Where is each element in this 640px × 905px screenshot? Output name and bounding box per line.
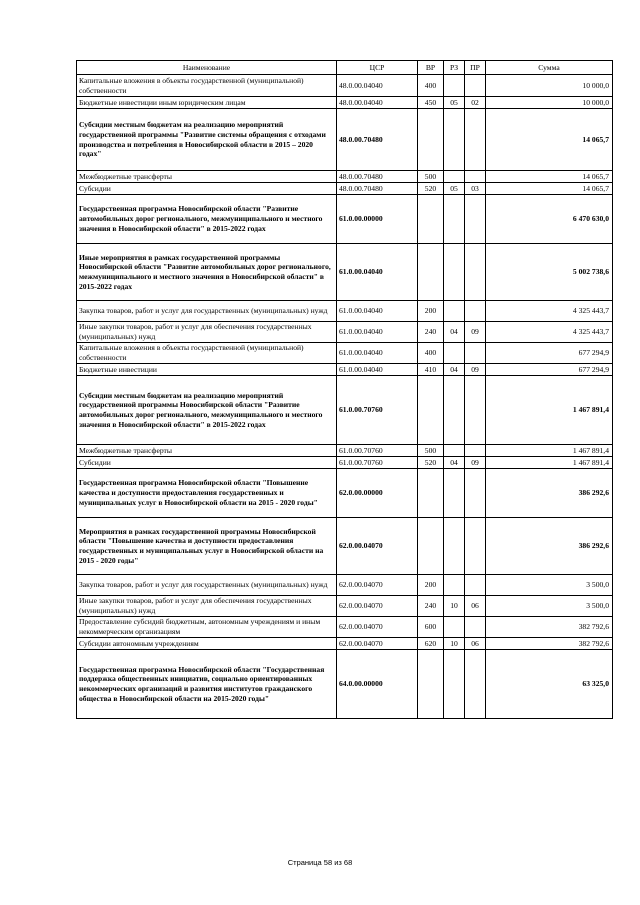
cell-name: Межбюджетные трансферты	[77, 445, 337, 457]
table-row	[77, 195, 613, 244]
cell-rz: 04	[444, 364, 465, 376]
cell-rz	[444, 575, 465, 596]
cell-csr: 64.0.00.00000	[337, 650, 418, 719]
cell-name: Субсидии	[77, 457, 337, 469]
budget-table	[76, 60, 613, 719]
cell-vr: 400	[418, 343, 444, 364]
cell-csr: 62.0.00.04070	[337, 596, 418, 617]
cell-vr	[418, 469, 444, 518]
cell-name: Мероприятия в рамках государственной программы Новосибирской области "Повышение качества и доступности предоставления государственных и муниципальных услуг в Новосибирской области на 2015 - 2020 годы"	[77, 518, 337, 575]
cell-name: Субсидии местным бюджетам на реализацию мероприятий государственной программы Новосибирской области "Развитие автомобильных дорог регионального, межмуниципального и местного значения в Новосибирской области" в 2015-2022 годах	[77, 376, 337, 445]
cell-csr: 61.0.00.04040	[337, 301, 418, 322]
cell-sum: 382 792,6	[486, 617, 613, 638]
cell-sum: 1 467 891,4	[486, 457, 613, 469]
table-row	[77, 638, 613, 650]
cell-sum: 4 325 443,7	[486, 322, 613, 343]
table-row	[77, 183, 613, 195]
cell-pr: 02	[465, 97, 486, 109]
cell-vr: 500	[418, 171, 444, 183]
table-row	[77, 575, 613, 596]
cell-csr: 61.0.00.00000	[337, 195, 418, 244]
table-row	[77, 75, 613, 97]
cell-rz	[444, 171, 465, 183]
cell-sum: 4 325 443,7	[486, 301, 613, 322]
cell-pr	[465, 518, 486, 575]
cell-rz	[444, 109, 465, 171]
header-csr: ЦСР	[337, 61, 418, 75]
cell-pr: 03	[465, 183, 486, 195]
cell-name: Капитальные вложения в объекты государственной (муниципальной) собственности	[77, 343, 337, 364]
cell-sum: 5 002 738,6	[486, 244, 613, 301]
cell-pr	[465, 617, 486, 638]
cell-rz	[444, 75, 465, 97]
cell-csr: 61.0.00.04040	[337, 364, 418, 376]
cell-csr: 48.0.00.70480	[337, 109, 418, 171]
cell-pr	[465, 445, 486, 457]
cell-sum: 386 292,6	[486, 518, 613, 575]
cell-csr: 62.0.00.04070	[337, 518, 418, 575]
cell-name: Иные закупки товаров, работ и услуг для обеспечения государственных (муниципальных) нужд	[77, 596, 337, 617]
cell-sum: 14 065,7	[486, 109, 613, 171]
table-row	[77, 322, 613, 343]
cell-pr	[465, 650, 486, 719]
cell-name: Межбюджетные трансферты	[77, 171, 337, 183]
cell-sum: 382 792,6	[486, 638, 613, 650]
cell-pr	[465, 469, 486, 518]
cell-csr: 48.0.00.04040	[337, 97, 418, 109]
cell-name: Иные закупки товаров, работ и услуг для обеспечения государственных (муниципальных) нужд	[77, 322, 337, 343]
table-row	[77, 364, 613, 376]
cell-rz	[444, 301, 465, 322]
cell-name: Капитальные вложения в объекты государственной (муниципальной) собственности	[77, 75, 337, 97]
cell-vr: 200	[418, 575, 444, 596]
cell-name: Иные мероприятия в рамках государственной программы Новосибирской области "Развитие автомобильных дорог регионального, межмуниципального и местного значения в Новосибирской области" в 2015-2022 годах	[77, 244, 337, 301]
cell-csr: 61.0.00.04040	[337, 343, 418, 364]
cell-vr	[418, 109, 444, 171]
table-row	[77, 650, 613, 719]
cell-rz	[444, 469, 465, 518]
table-row	[77, 518, 613, 575]
cell-rz	[444, 343, 465, 364]
cell-rz	[444, 650, 465, 719]
cell-csr: 62.0.00.04070	[337, 638, 418, 650]
header-sum: Сумма	[486, 61, 613, 75]
cell-sum: 14 065,7	[486, 171, 613, 183]
cell-rz: 10	[444, 638, 465, 650]
cell-vr	[418, 376, 444, 445]
table-row	[77, 376, 613, 445]
cell-csr: 62.0.00.00000	[337, 469, 418, 518]
cell-vr: 410	[418, 364, 444, 376]
cell-csr: 61.0.00.70760	[337, 376, 418, 445]
cell-rz	[444, 445, 465, 457]
table-row	[77, 171, 613, 183]
cell-name: Государственная программа Новосибирской области "Повышение качества и доступности предоставления государственных и муниципальных услуг в Новосибирской области на 2015 - 2020 годы"	[77, 469, 337, 518]
cell-pr: 06	[465, 596, 486, 617]
cell-vr: 600	[418, 617, 444, 638]
cell-rz	[444, 244, 465, 301]
cell-rz: 04	[444, 322, 465, 343]
cell-sum: 3 500,0	[486, 575, 613, 596]
cell-pr: 06	[465, 638, 486, 650]
cell-pr	[465, 195, 486, 244]
cell-pr	[465, 75, 486, 97]
cell-csr: 61.0.00.04040	[337, 322, 418, 343]
cell-name: Субсидии	[77, 183, 337, 195]
cell-rz: 04	[444, 457, 465, 469]
cell-pr: 09	[465, 322, 486, 343]
table-row	[77, 343, 613, 364]
cell-sum: 677 294,9	[486, 364, 613, 376]
cell-sum: 386 292,6	[486, 469, 613, 518]
cell-vr: 400	[418, 75, 444, 97]
cell-pr	[465, 376, 486, 445]
cell-sum: 1 467 891,4	[486, 376, 613, 445]
cell-vr: 450	[418, 97, 444, 109]
header-pr: ПР	[465, 61, 486, 75]
cell-pr	[465, 109, 486, 171]
cell-rz	[444, 617, 465, 638]
cell-name: Предоставление субсидий бюджетным, автономным учреждениям и иным некоммерческим организациям	[77, 617, 337, 638]
cell-pr: 09	[465, 364, 486, 376]
cell-vr: 500	[418, 445, 444, 457]
cell-name: Субсидии местным бюджетам на реализацию мероприятий государственной программы "Развитие системы обращения с отходами производства и потребления в Новосибирской области в 2015 – 2020 годах"	[77, 109, 337, 171]
table-row	[77, 109, 613, 171]
cell-csr: 62.0.00.04070	[337, 575, 418, 596]
table-row	[77, 469, 613, 518]
cell-pr	[465, 244, 486, 301]
cell-vr: 200	[418, 301, 444, 322]
cell-csr: 61.0.00.70760	[337, 445, 418, 457]
cell-vr: 240	[418, 322, 444, 343]
table-row	[77, 445, 613, 457]
cell-pr	[465, 343, 486, 364]
cell-sum: 3 500,0	[486, 596, 613, 617]
cell-sum: 10 000,0	[486, 97, 613, 109]
page-number: Страница 58 из 68	[287, 858, 353, 867]
cell-vr	[418, 195, 444, 244]
cell-sum: 63 325,0	[486, 650, 613, 719]
cell-sum: 10 000,0	[486, 75, 613, 97]
table-header-row	[77, 61, 613, 75]
cell-vr	[418, 244, 444, 301]
table-row	[77, 617, 613, 638]
cell-rz: 10	[444, 596, 465, 617]
header-rz: РЗ	[444, 61, 465, 75]
cell-sum: 1 467 891,4	[486, 445, 613, 457]
cell-vr: 520	[418, 457, 444, 469]
cell-name: Бюджетные инвестиции	[77, 364, 337, 376]
cell-csr: 61.0.00.70760	[337, 457, 418, 469]
table-row	[77, 244, 613, 301]
cell-vr	[418, 650, 444, 719]
table-row	[77, 596, 613, 617]
cell-rz: 05	[444, 97, 465, 109]
table-body	[77, 75, 613, 719]
cell-csr: 61.0.00.04040	[337, 244, 418, 301]
cell-vr: 240	[418, 596, 444, 617]
cell-sum: 677 294,9	[486, 343, 613, 364]
cell-name: Закупка товаров, работ и услуг для государственных (муниципальных) нужд	[77, 301, 337, 322]
cell-vr	[418, 518, 444, 575]
cell-pr: 09	[465, 457, 486, 469]
cell-sum: 6 470 630,0	[486, 195, 613, 244]
cell-pr	[465, 171, 486, 183]
cell-name: Государственная программа Новосибирской области "Развитие автомобильных дорог регионального, межмуниципального и местного значения в Новосибирской области" в 2015-2022 годах	[77, 195, 337, 244]
cell-name: Субсидии автономным учреждениям	[77, 638, 337, 650]
cell-rz: 05	[444, 183, 465, 195]
cell-csr: 48.0.00.70480	[337, 183, 418, 195]
table-row	[77, 301, 613, 322]
cell-vr: 520	[418, 183, 444, 195]
cell-rz	[444, 518, 465, 575]
cell-name: Государственная программа Новосибирской области "Государственная поддержка общественных инициатив, социально ориентированных некоммерческих организаций и развития институтов гражданского общества в Новосибирской области на 2015-2020 годы"	[77, 650, 337, 719]
table-row	[77, 457, 613, 469]
cell-name: Закупка товаров, работ и услуг для государственных (муниципальных) нужд	[77, 575, 337, 596]
header-name: Наименование	[77, 61, 337, 75]
cell-vr: 620	[418, 638, 444, 650]
cell-csr: 48.0.00.70480	[337, 171, 418, 183]
cell-sum: 14 065,7	[486, 183, 613, 195]
header-vr: ВР	[418, 61, 444, 75]
cell-pr	[465, 301, 486, 322]
cell-csr: 62.0.00.04070	[337, 617, 418, 638]
cell-rz	[444, 195, 465, 244]
cell-csr: 48.0.00.04040	[337, 75, 418, 97]
cell-rz	[444, 376, 465, 445]
cell-name: Бюджетные инвестиции иным юридическим лицам	[77, 97, 337, 109]
table-row	[77, 97, 613, 109]
cell-pr	[465, 575, 486, 596]
